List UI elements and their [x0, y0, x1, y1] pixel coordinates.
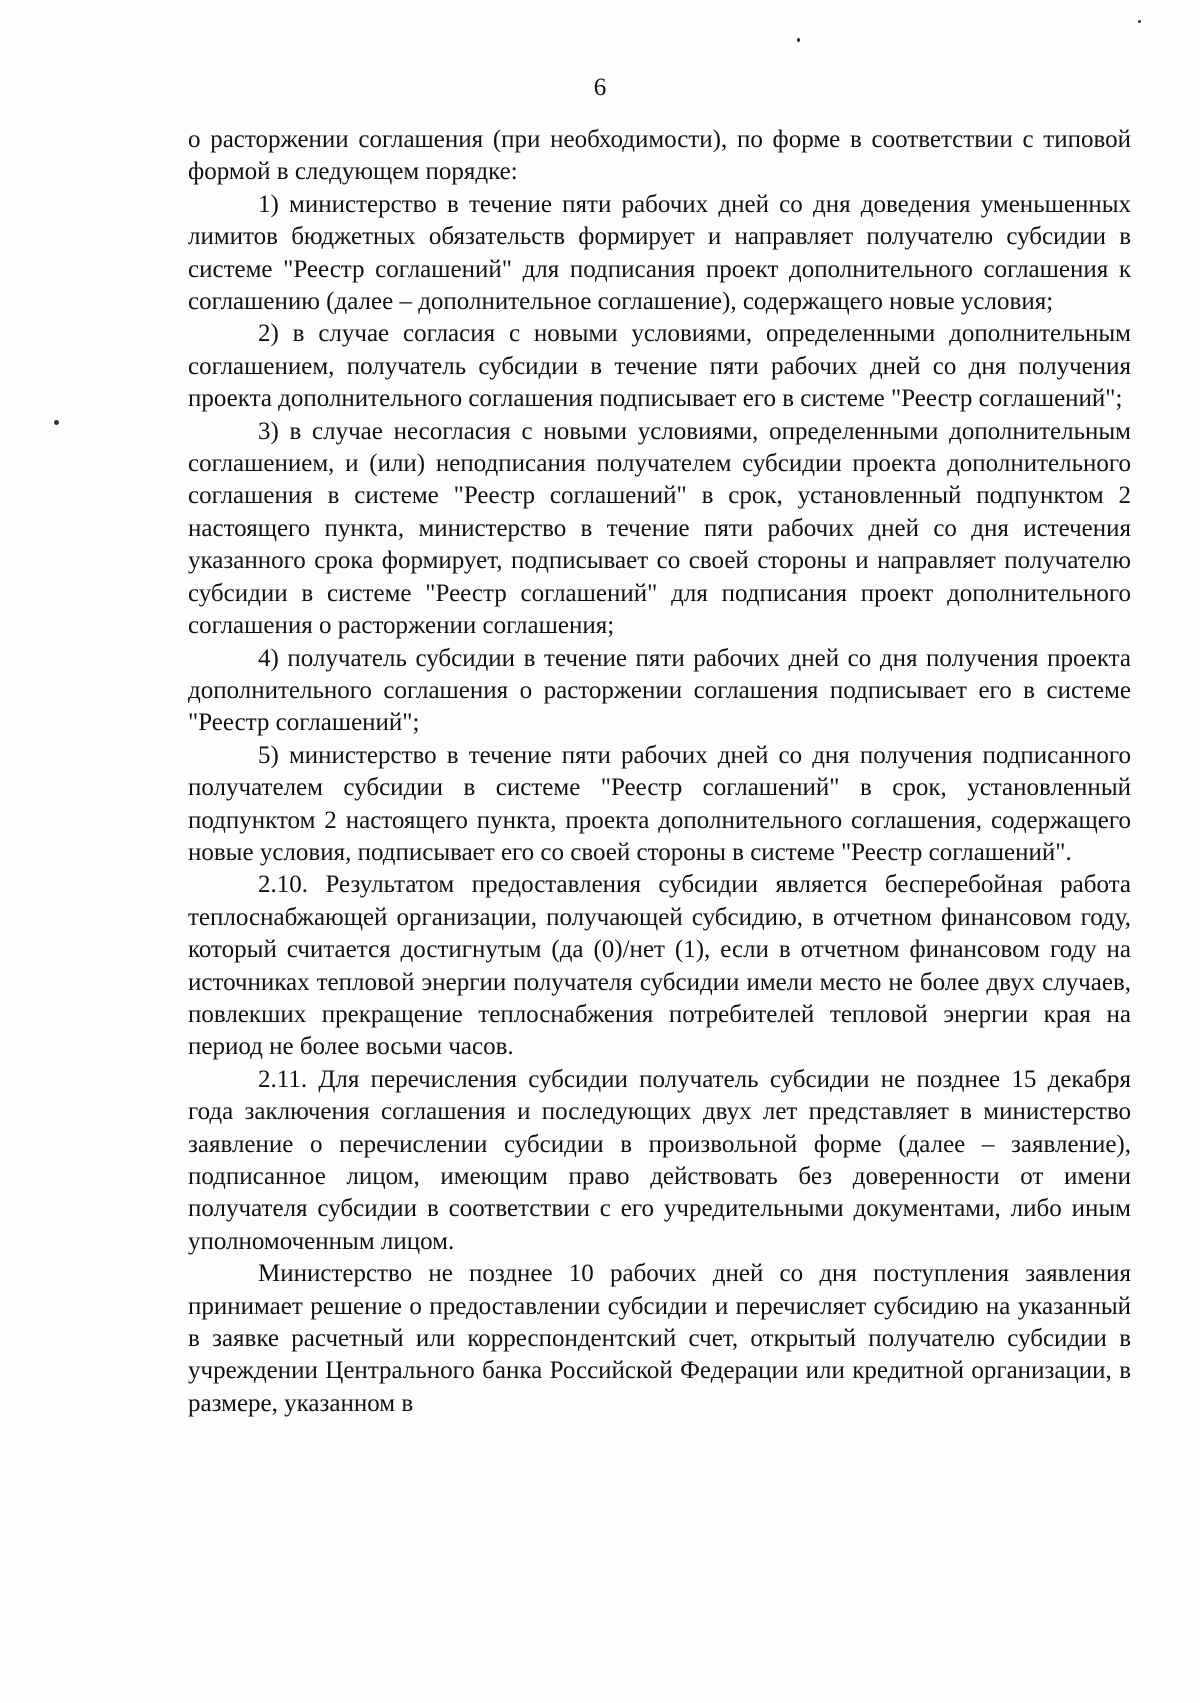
scan-speck: [1138, 20, 1141, 23]
scan-speck: [797, 38, 800, 42]
list-item-5: 5) министерство в течение пяти рабочих дней со дня получения подписанного получателем субсидии в системе "Реестр соглашений" в срок, установленный подпунктом 2 настоящего пункта, проекта дополнительного соглашения, содержащего новые условия, подписывает его со своей стороны в системе "Реестр соглашений".: [188, 741, 1131, 866]
clause-2-11: 2.11. Для перечисления субсидии получатель субсидии не позднее 15 декабря года заключения соглашения и последующих двух лет представляет в министерство заявление о перечислении субсидии в произвольной форме (далее – заявление), подписанное лицом, имеющим право действовать без доверенности от имени получателя субсидии в соответствии с его учредительными документами, либо иным уполномоченным лицом.: [188, 1065, 1131, 1255]
scan-speck: [54, 420, 59, 425]
clause-2-10: 2.10. Результатом предоставления субсидии является бесперебойная работа теплоснабжающей организации, получающей субсидию, в отчетном финансовом году, который считается достигнутым (да (0)/нет (1), если в отчетном финансовом году на источниках тепловой энергии получателя субсидии имели место не более двух случаев, повлекших прекращение теплоснабжения потребителей тепловой энергии края на период не более восьми часов.: [188, 871, 1131, 1061]
list-item-4: 4) получатель субсидии в течение пяти рабочих дней со дня получения проекта дополнительного соглашения о расторжении соглашения подписывает его в системе "Реестр соглашений";: [188, 644, 1131, 737]
paragraph-continuation: о расторжении соглашения (при необходимости), по форме в соответствии с типовой формой в следующем порядке:: [188, 126, 1131, 186]
paragraph-ministry-decision: Министерство не позднее 10 рабочих дней со дня поступления заявления принимает решение о предоставлении субсидии и перечисляет субсидию на указанный в заявке расчетный или корреспондентский счет, открытый получателю субсидии в учреждении Центрального банка Российской Федерации или кредитной организации, в размере, указанном в: [188, 1260, 1131, 1417]
list-item-2: 2) в случае согласия с новыми условиями, определенными дополнительным соглашением, получатель субсидии в течение пяти рабочих дней со дня получения проекта дополнительного соглашения подписывает его в системе "Реестр соглашений";: [188, 320, 1131, 413]
list-item-1: 1) министерство в течение пяти рабочих дней со дня доведения уменьшенных лимитов бюджетных обязательств формирует и направляет получателю субсидии в системе "Реестр соглашений" для подписания проект дополнительного соглашения к соглашению (далее – дополнительное соглашение), содержащего новые условия;: [188, 190, 1131, 316]
page-number: 6: [593, 74, 607, 101]
list-item-3: 3) в случае несогласия с новыми условиями, определенными дополнительным соглашением, и (или) неподписания получателем субсидии проекта дополнительного соглашения в системе "Реестр соглашений" в срок, установленный подпунктом 2 настоящего пункта, министерство в течение пяти рабочих дней со дня истечения указанного срока формирует, подписывает со своей стороны и направляет получателю субсидии в системе "Реестр соглашений" для подписания проект дополнительного соглашения о расторжении соглашения;: [188, 417, 1131, 640]
document-body: [188, 124, 1131, 1420]
